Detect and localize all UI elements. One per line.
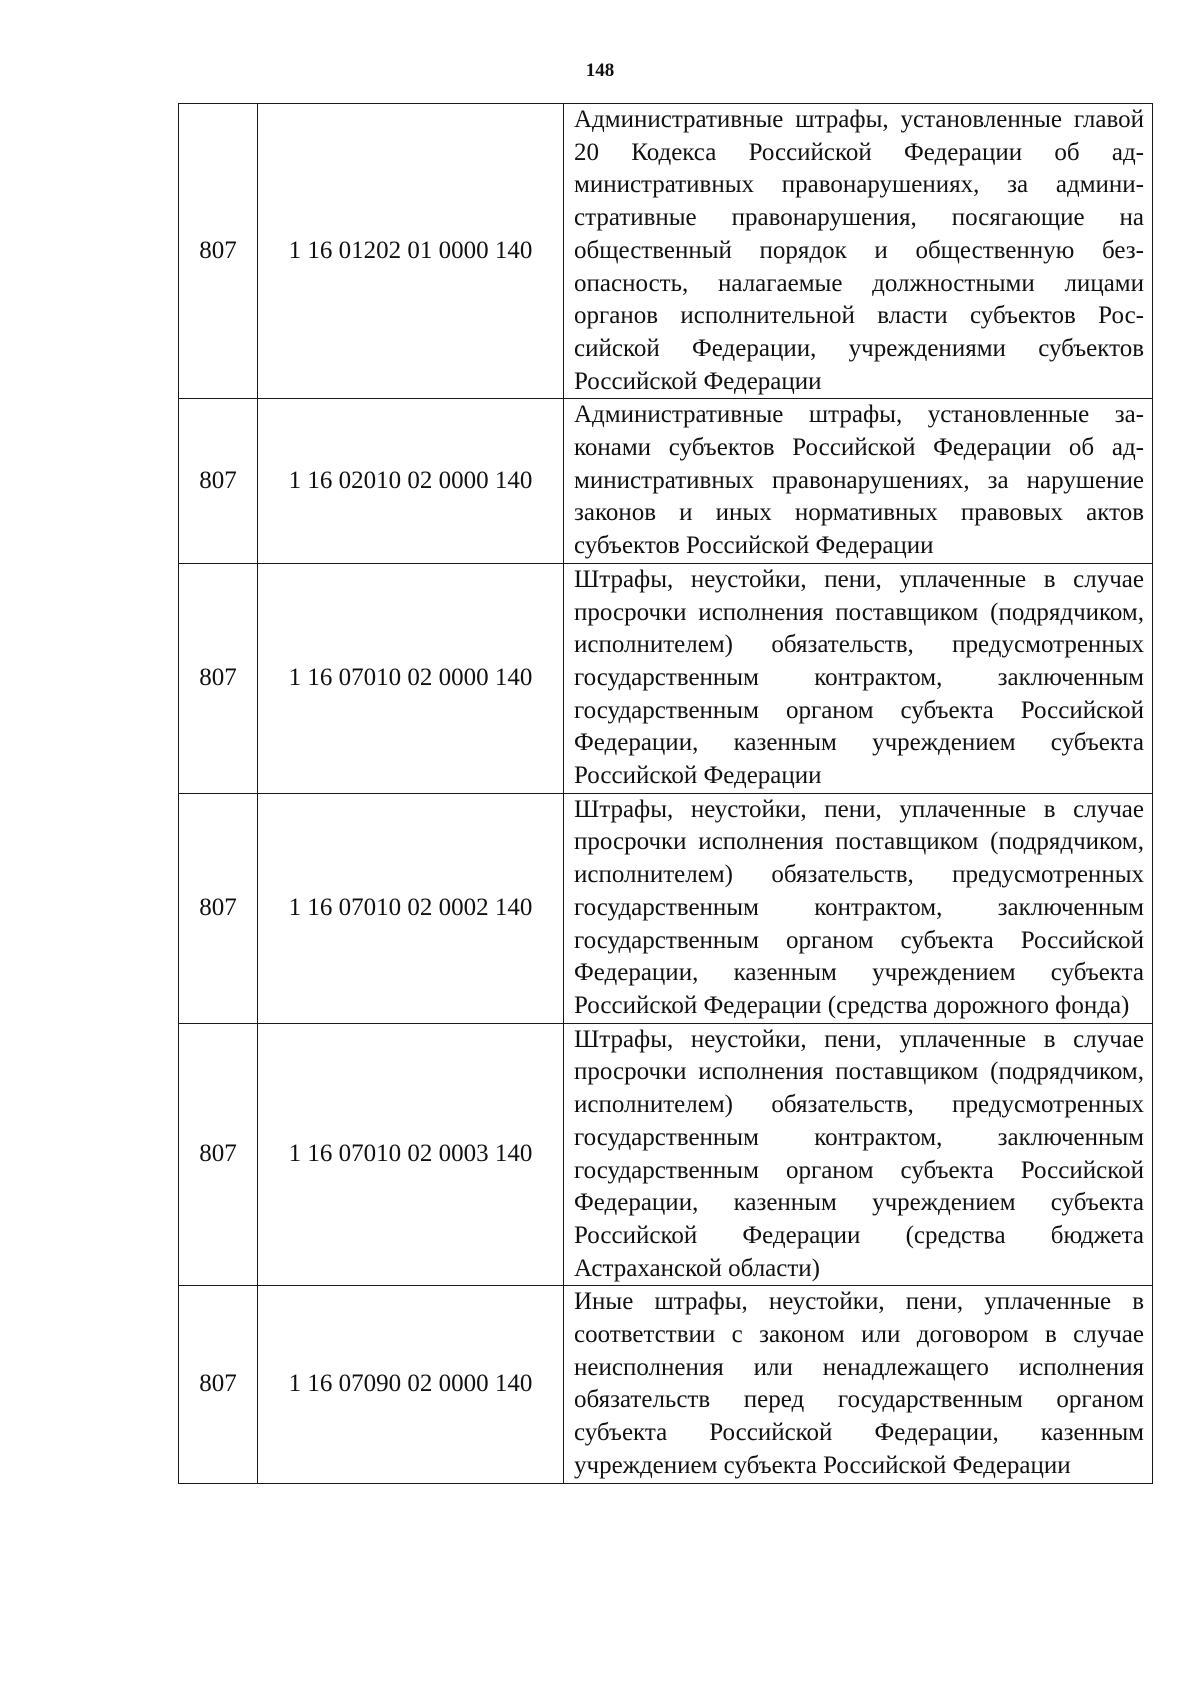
- page-number: 148: [585, 60, 615, 81]
- admin-code-cell: 807: [179, 399, 258, 564]
- table-row: [179, 1286, 1153, 1483]
- table-row: [179, 563, 1153, 793]
- budget-code-cell: 1 16 07010 02 0003 140: [258, 1023, 564, 1286]
- revenue-name-cell: Штрафы, неустойки, пени, уплаченные в случае просрочки исполнения поставщиком (подрядчиком, исполнителем) обязательств, предусмотренных государственным контрактом, заключенным государственным органом субъекта Российской Федерации, казенным учреждением субъекта Российской Федерации (средства бюджета Астраханской области): [564, 1023, 1153, 1286]
- revenue-name-cell: Административные штрафы, установленные главой 20 Кодекса Российской Федерации об административных правонарушениях, за административные правонарушения, посягающие на общественный порядок и общественную безопасность, налагаемые должностными лицами органов исполнительной власти субъектов Российской Федерации, учреждениями субъектов Российской Федерации: [564, 104, 1153, 399]
- admin-code-cell: 807: [179, 1023, 258, 1286]
- table-row: [179, 399, 1153, 564]
- budget-code-cell: 1 16 07010 02 0002 140: [258, 793, 564, 1023]
- revenue-name-cell: Административные штрафы, установленные законами субъектов Российской Федерации об административных правонарушениях, за нарушение законов и иных нормативных правовых актов субъектов Российской Федерации: [564, 399, 1153, 564]
- revenue-name-cell: Штрафы, неустойки, пени, уплаченные в случае просрочки исполнения поставщиком (подрядчиком, исполнителем) обязательств, предусмотренных государственным контрактом, заключенным государственным органом субъекта Российской Федерации, казенным учреждением субъекта Российской Федерации (средства дорожного фонда): [564, 793, 1153, 1023]
- table-row: [179, 1023, 1153, 1286]
- budget-classification-table: [178, 103, 1153, 1484]
- table-row: [179, 104, 1153, 399]
- revenue-name-cell: Штрафы, неустойки, пени, уплаченные в случае просрочки исполнения поставщиком (подрядчиком, исполнителем) обязательств, предусмотренных государственным контрактом, заключенным государственным органом субъекта Российской Федерации, казенным учреждением субъекта Российской Федерации: [564, 563, 1153, 793]
- admin-code-cell: 807: [179, 1286, 258, 1483]
- revenue-name-cell: Иные штрафы, неустойки, пени, уплаченные в соответствии с законом или договором в случае неисполнения или ненадлежащего исполнения обязательств перед государственным органом субъекта Российской Федерации, казенным учреждением субъекта Российской Федерации: [564, 1286, 1153, 1483]
- table-row: [179, 793, 1153, 1023]
- admin-code-cell: 807: [179, 793, 258, 1023]
- budget-code-cell: 1 16 07010 02 0000 140: [258, 563, 564, 793]
- admin-code-cell: 807: [179, 104, 258, 399]
- budget-code-cell: 1 16 01202 01 0000 140: [258, 104, 564, 399]
- admin-code-cell: 807: [179, 563, 258, 793]
- budget-code-cell: 1 16 07090 02 0000 140: [258, 1286, 564, 1483]
- budget-code-cell: 1 16 02010 02 0000 140: [258, 399, 564, 564]
